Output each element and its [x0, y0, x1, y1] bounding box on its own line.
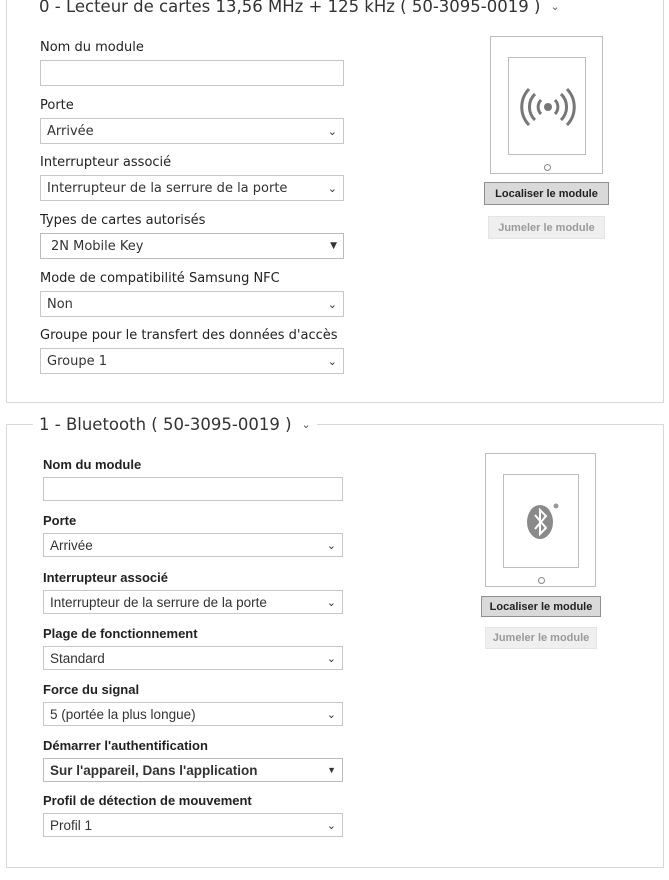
field-label: Plage de fonctionnement — [43, 626, 198, 641]
module-title-0[interactable] — [33, 0, 566, 16]
chevron-down-icon: ⌄ — [327, 354, 337, 368]
pair-module-button[interactable]: Jumeler le module — [485, 627, 597, 649]
switch-select[interactable]: Interrupteur de la serrure de la porte ⌄ — [43, 590, 343, 614]
module-title-text: 1 - Bluetooth ( 50-3095-0019 ) — [39, 415, 292, 434]
field-door — [43, 513, 349, 557]
field-motion-profile — [43, 793, 349, 837]
field-label: Nom du module — [43, 457, 142, 472]
chevron-down-icon: ⌄ — [326, 652, 336, 665]
module-section-0 — [6, 0, 664, 403]
start-auth-select[interactable]: Sur l'appareil, Dans l'application ▼ — [43, 758, 343, 782]
field-module-name — [40, 40, 346, 86]
field-label: Interrupteur associé — [43, 570, 168, 585]
field-access-group — [40, 328, 346, 374]
chevron-down-icon: ⌄ — [326, 819, 336, 832]
rfid-wave-icon — [509, 58, 587, 156]
field-switch — [40, 155, 346, 201]
field-operating-range — [43, 626, 349, 670]
device-illustration — [490, 36, 603, 174]
signal-strength-select[interactable]: 5 (portée la plus longue) ⌄ — [43, 702, 343, 726]
caret-down-icon: ▼ — [330, 241, 337, 251]
field-label: Interrupteur associé — [40, 155, 172, 170]
chevron-down-icon: ⌄ — [326, 708, 336, 721]
field-samsung-nfc — [40, 271, 346, 317]
chevron-down-icon: ⌄ — [326, 596, 336, 609]
door-select[interactable]: Arrivée ⌄ — [43, 533, 343, 557]
field-label: Force du signal — [43, 682, 140, 697]
door-select[interactable]: Arrivée ⌄ — [40, 118, 344, 144]
device-led — [538, 577, 545, 584]
device-illustration — [485, 453, 596, 587]
chevron-down-icon: ⌄ — [327, 297, 337, 311]
card-types-select[interactable]: 2N Mobile Key ▼ — [40, 233, 344, 259]
locate-module-button[interactable]: Localiser le module — [484, 182, 609, 205]
device-led — [544, 164, 551, 171]
module-title-text: 0 - Lecteur de cartes 13,56 MHz + 125 kHz ( 50-3095-0019 ) — [39, 0, 541, 16]
field-signal-strength — [43, 682, 349, 726]
access-group-select[interactable]: Groupe 1 ⌄ — [40, 348, 344, 374]
field-label: Mode de compatibilité Samsung NFC — [40, 271, 280, 286]
samsung-nfc-select[interactable]: Non ⌄ — [40, 291, 344, 317]
field-label: Porte — [43, 513, 77, 528]
chevron-down-icon[interactable]: ⌄ — [550, 0, 560, 13]
module-name-input[interactable] — [43, 477, 343, 501]
module-name-input[interactable] — [40, 60, 344, 86]
field-label: Profil de détection de mouvement — [43, 793, 252, 808]
module-title-1[interactable] — [33, 415, 317, 434]
field-label: Nom du module — [40, 40, 144, 55]
operating-range-select[interactable]: Standard ⌄ — [43, 646, 343, 670]
field-module-name — [43, 457, 349, 501]
chevron-down-icon: ⌄ — [326, 539, 336, 552]
chevron-down-icon: ⌄ — [327, 181, 337, 195]
switch-select[interactable]: Interrupteur de la serrure de la porte ⌄ — [40, 175, 344, 201]
motion-profile-select[interactable]: Profil 1 ⌄ — [43, 813, 343, 837]
field-switch — [43, 570, 349, 614]
field-label: Types de cartes autorisés — [40, 213, 206, 228]
caret-down-icon: ▼ — [327, 765, 336, 775]
chevron-down-icon[interactable]: ⌄ — [301, 418, 311, 431]
field-door — [40, 98, 346, 144]
field-start-auth — [43, 738, 349, 782]
locate-module-button[interactable]: Localiser le module — [481, 596, 601, 617]
field-label: Porte — [40, 98, 74, 113]
pair-module-button[interactable]: Jumeler le module — [488, 216, 605, 239]
field-label: Démarrer l'authentification — [43, 738, 208, 753]
field-card-types — [40, 213, 346, 259]
chevron-down-icon: ⌄ — [327, 124, 337, 138]
field-label: Groupe pour le transfert des données d'accès — [40, 328, 338, 343]
bluetooth-icon — [504, 475, 580, 569]
module-section-1 — [6, 415, 664, 868]
